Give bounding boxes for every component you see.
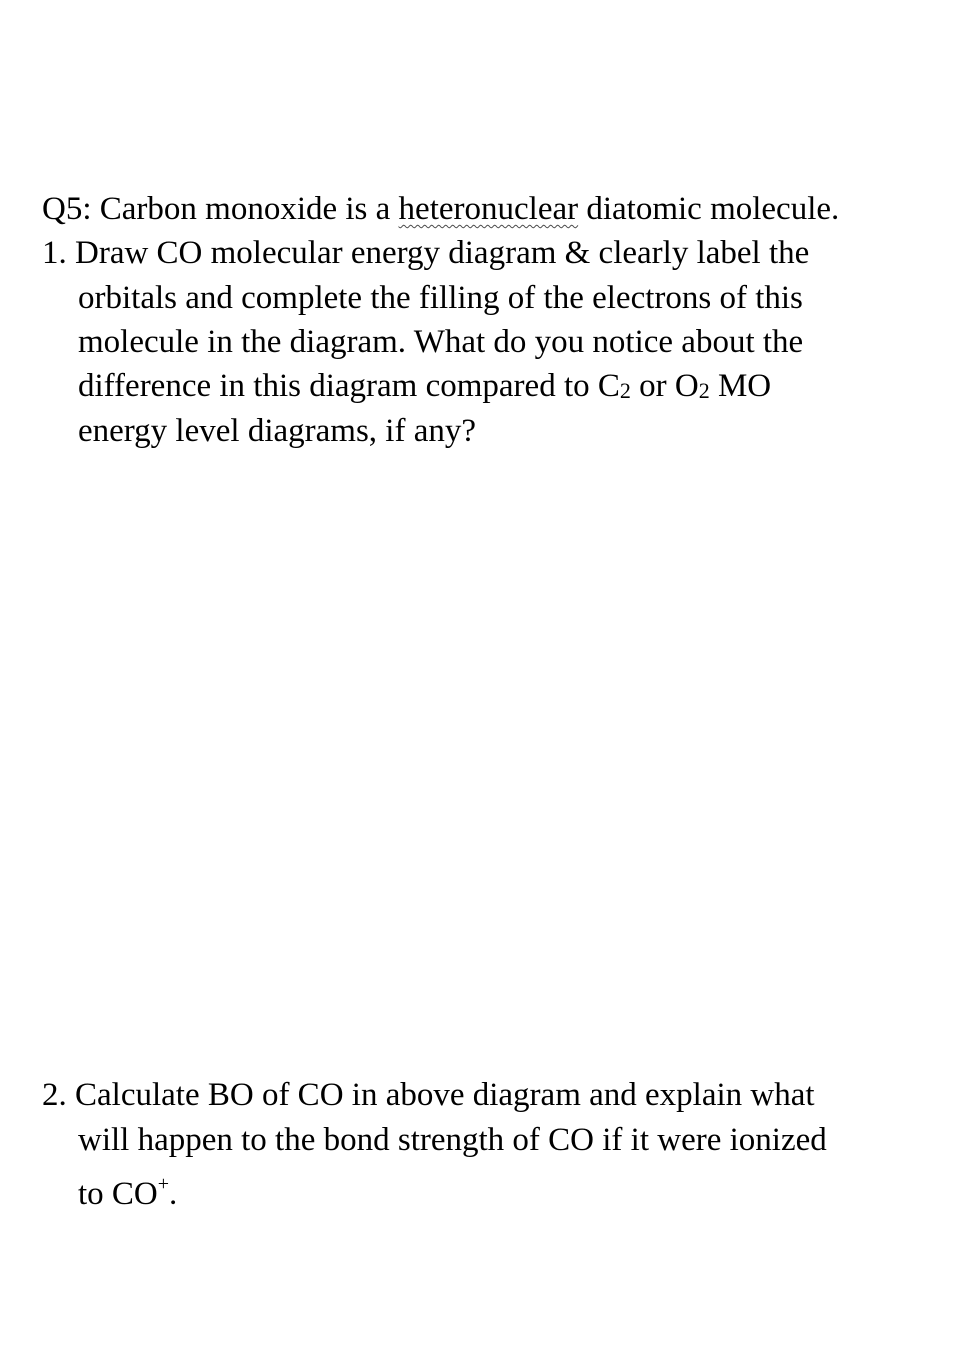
part1-line-5: energy level diagrams, if any? <box>78 413 476 449</box>
part2-line-1: 2. Calculate BO of CO in above diagram and explain what <box>42 1077 815 1113</box>
spellcheck-flagged-word: heteronuclear <box>398 191 579 227</box>
part1-line-4-text-c: MO <box>709 368 772 404</box>
part2-line-2: will happen to the bond strength of CO if it were ionized <box>78 1122 827 1158</box>
part1-line-4 <box>78 366 771 411</box>
part2-line-3 <box>78 1164 177 1214</box>
subscript-2: 2 <box>619 378 631 403</box>
question-heading-start: Q5: Carbon monoxide is a <box>42 191 399 227</box>
superscript-plus: + <box>157 1173 170 1195</box>
subscript-2: 2 <box>698 378 710 403</box>
question-heading <box>42 189 839 229</box>
part2-line-3-text-a: to CO <box>78 1176 158 1212</box>
part1-line-1: 1. Draw CO molecular energy diagram & clearly label the <box>42 235 810 271</box>
part1-line-3: molecule in the diagram. What do you notice about the <box>78 324 804 360</box>
part2-line-3-period: . <box>169 1176 178 1212</box>
part1-line-4-text-b: or O <box>630 368 699 404</box>
question-heading-end: diatomic molecule. <box>578 191 840 227</box>
part1-line-4-text-a: difference in this diagram compared to C <box>78 368 620 404</box>
part1-line-2: orbitals and complete the filling of the electrons of this <box>78 280 803 316</box>
